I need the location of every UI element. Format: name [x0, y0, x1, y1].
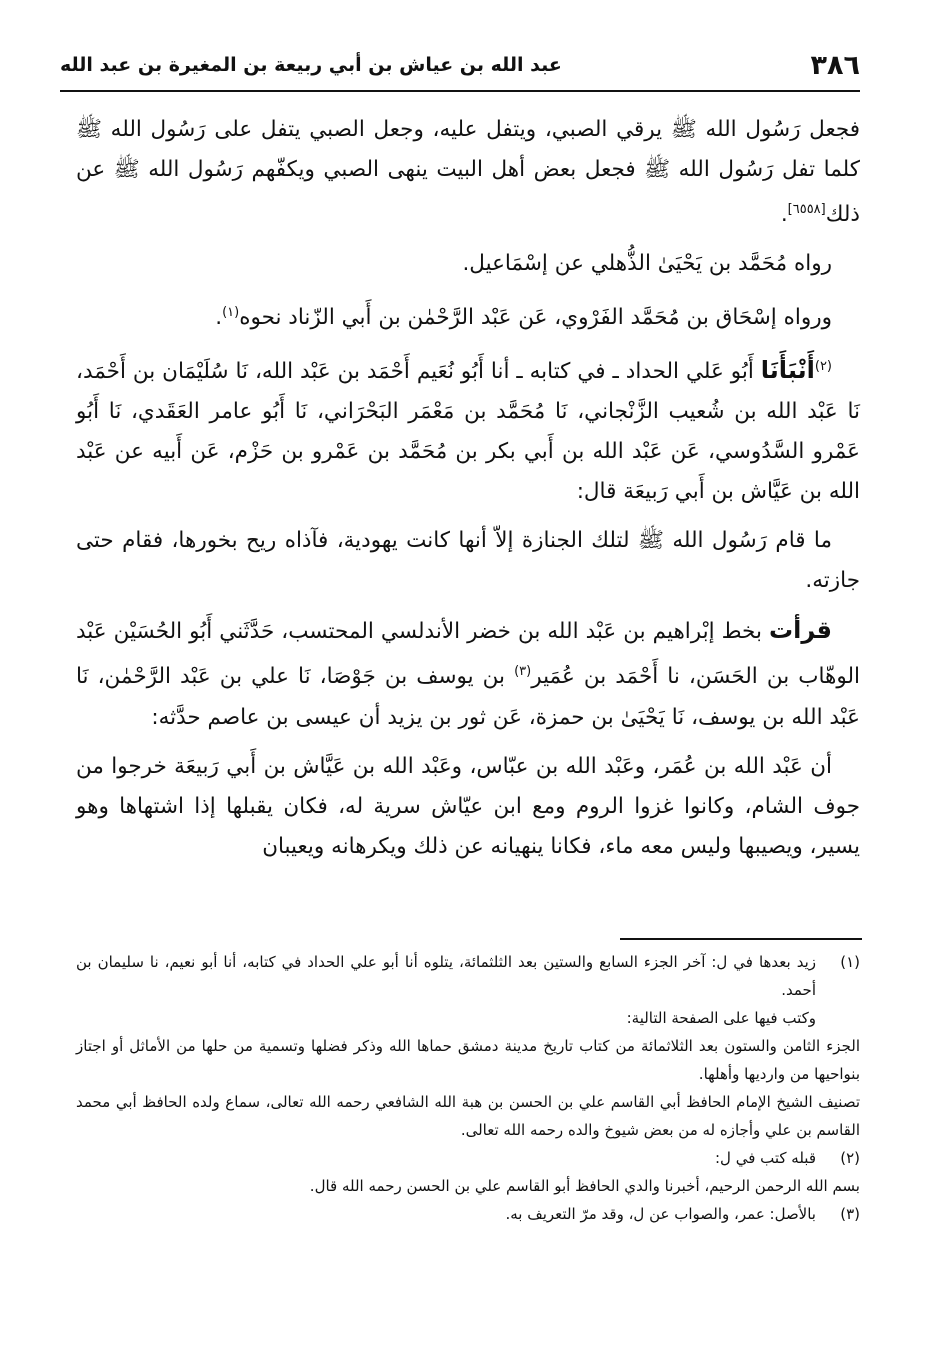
paragraph-7: أن عَبْد الله بن عُمَر، وعَبْد الله بن عبّاس، وعَبْد الله بن عَيَّاش بن أَبي رَبيعَة خرجوا من جوف الشام، وكانوا غزوا الروم ومع ابن عيّاش سرية له، فكان يقبلها إذا اشتهاها وهو يسير، ويصيبها وليس معه ماء، فكانا ينهيانه عن ذلك ويكرهانه ويعيبان: [76, 753, 860, 859]
paragraph-4-text: أَبُو عَلي الحداد ـ في كتابه ـ أنا أَبُو نُعَيم أَحْمَد بن عَبْد الله، نَا سُلَيْمَان بن أَحْمَد، نَا عَبْد الله بن شُعيب الزَّنْجاني، نَا مُحَمَّد بن مَعْمَر البَحْرَاني، نَا أَبُو عامر العَقَدي، نَا أَبُو عَمْرو السَّدُوسي، عَن عَبْد الله بن أَبي بكر بن مُحَمَّد بن عَمْرو بن حَزْم، عَن أَبيه عن عَبْد الله بن عَيَّاش بن أَبي رَبيعَة قال:: [76, 359, 860, 505]
footnote-marker-3: (٣): [514, 664, 532, 680]
paragraph-2: رواه مُحَمَّد بن يَحْيَىٰ الذُّهلي عن إسْمَاعيل.: [462, 251, 832, 277]
footnote-3-text: بالأصل: عمر، والصواب عن ل، وقد مرّ التعريف به.: [505, 1205, 816, 1223]
footnote-2-text: قبله كتب في ل:: [714, 1149, 816, 1167]
footnotes: [76, 948, 860, 1228]
page-header: [60, 40, 860, 92]
footnote-marker-2: (٢): [814, 359, 832, 375]
footnote-2-line-b: بسم الله الرحمن الرحيم، أخبرنا والدي الحافظ أبو القاسم علي بن الحسن رحمه الله قال.: [309, 1177, 860, 1195]
paragraph-1-text: فجعل رَسُول الله ﷺ يرقي الصبي، ويتفل عليه، وجعل الصبي يتفل على رَسُول الله ﷺ كلما تفل رَسُول الله ﷺ فجعل بعض أهل البيت ينهى الصبي ويكفّهم رَسُول الله ﷺ عن ذلك: [76, 117, 860, 228]
paragraph-6-text-a: بخط إبْراهيم بن عَبْد الله بن خضر الأندلسي المحتسب، حَدَّثَني أَبُو الحُسَيْن عَبْد الوهّاب بن الحَسَن، نا أَحْمَد بن عُمَير: [76, 619, 860, 690]
paragraph-1: فجعل رَسُول الله ﷺ يرقي الصبي، ويتفل عليه، وجعل الصبي يتفل على رَسُول الله ﷺ كلما تفل رَسُول الله ﷺ فجعل بعض أهل البيت ينهى الصبي ويكفّهم رَسُول الله ﷺ عن ذلك[٦٥٥٨].: [76, 117, 860, 228]
paragraph-6-text-b: بن يوسف بن جَوْصَا، نَا علي بن عَبْد الرَّحْمٰن، نَا عَبْد الله بن يوسف، نَا يَحْيَىٰ بن حمزة، عَن ثور بن يزيد أن عيسى بن عاصم حدَّثه:: [76, 664, 860, 730]
paragraph-6: [76, 610, 860, 737]
footnote-separator: [620, 938, 862, 940]
main-text: [76, 110, 860, 876]
paragraph-6-keyword: قرأت: [769, 616, 832, 645]
paragraph-3-text: ورواه إسْحَاق بن مُحَمَّد الفَرْوي، عَن عَبْد الرَّحْمٰن بن أَبي الزّناد نحوه: [239, 305, 832, 331]
paragraph-3: ورواه إسْحَاق بن مُحَمَّد الفَرْوي، عَن عَبْد الرَّحْمٰن بن أَبي الزّناد نحوه$^{(١)}$.: [215, 305, 832, 331]
footnote-1-text: زيد بعدها في ل: آخر الجزء السابع والستين بعد الثلثمائة، يتلوه أنا أبو علي الحداد في كتابه، أنا أبو نعيم، نا سليمان بن أحمد.: [76, 953, 816, 999]
footnote-3: [76, 1200, 860, 1228]
footnote-1-number: (١): [840, 953, 860, 971]
footnote-2: [76, 1144, 860, 1172]
footnote-marker-1: (١): [222, 305, 240, 321]
footnote-3-number: (٣): [840, 1205, 860, 1223]
paragraph-4-keyword: أَنْبَأَنَا: [760, 356, 815, 385]
running-title: عبد الله بن عياش بن أبي ربيعة بن المغيرة بن عبد الله: [60, 54, 562, 76]
footnote-1-line-d: تصنيف الشيخ الإمام الحافظ أبي القاسم علي بن الحسن بن هبة الله الشافعي رحمه الله تعالى، سماع ولده الحافظ أبي محمد القاسم بن علي وأجازه له من بعض شيوخ والده رحمه الله تعالى.: [76, 1093, 860, 1139]
footnote-1-line-b: وكتب فيها على الصفحة التالية:: [626, 1009, 816, 1027]
hadith-reference: [٦٥٥٨]: [787, 202, 826, 217]
page-number: ٣٨٦: [810, 49, 860, 81]
footnote-2-number: (٢): [840, 1149, 860, 1167]
paragraph-5: ما قام رَسُول الله ﷺ لتلك الجنازة إلاّ أنها كانت يهودية، فآذاه ريح بخورها، فقام حتى جازته.: [76, 528, 860, 594]
paragraph-4: [76, 347, 860, 512]
footnote-1: [76, 948, 860, 1004]
footnote-1-line-c: الجزء الثامن والستون بعد الثلاثمائة من كتاب تاريخ مدينة دمشق حماها الله وذكر فضلها وتسمية من حلها من الأماثل أو اجتاز بنواحيها من وارديها وأهلها.: [76, 1037, 860, 1083]
